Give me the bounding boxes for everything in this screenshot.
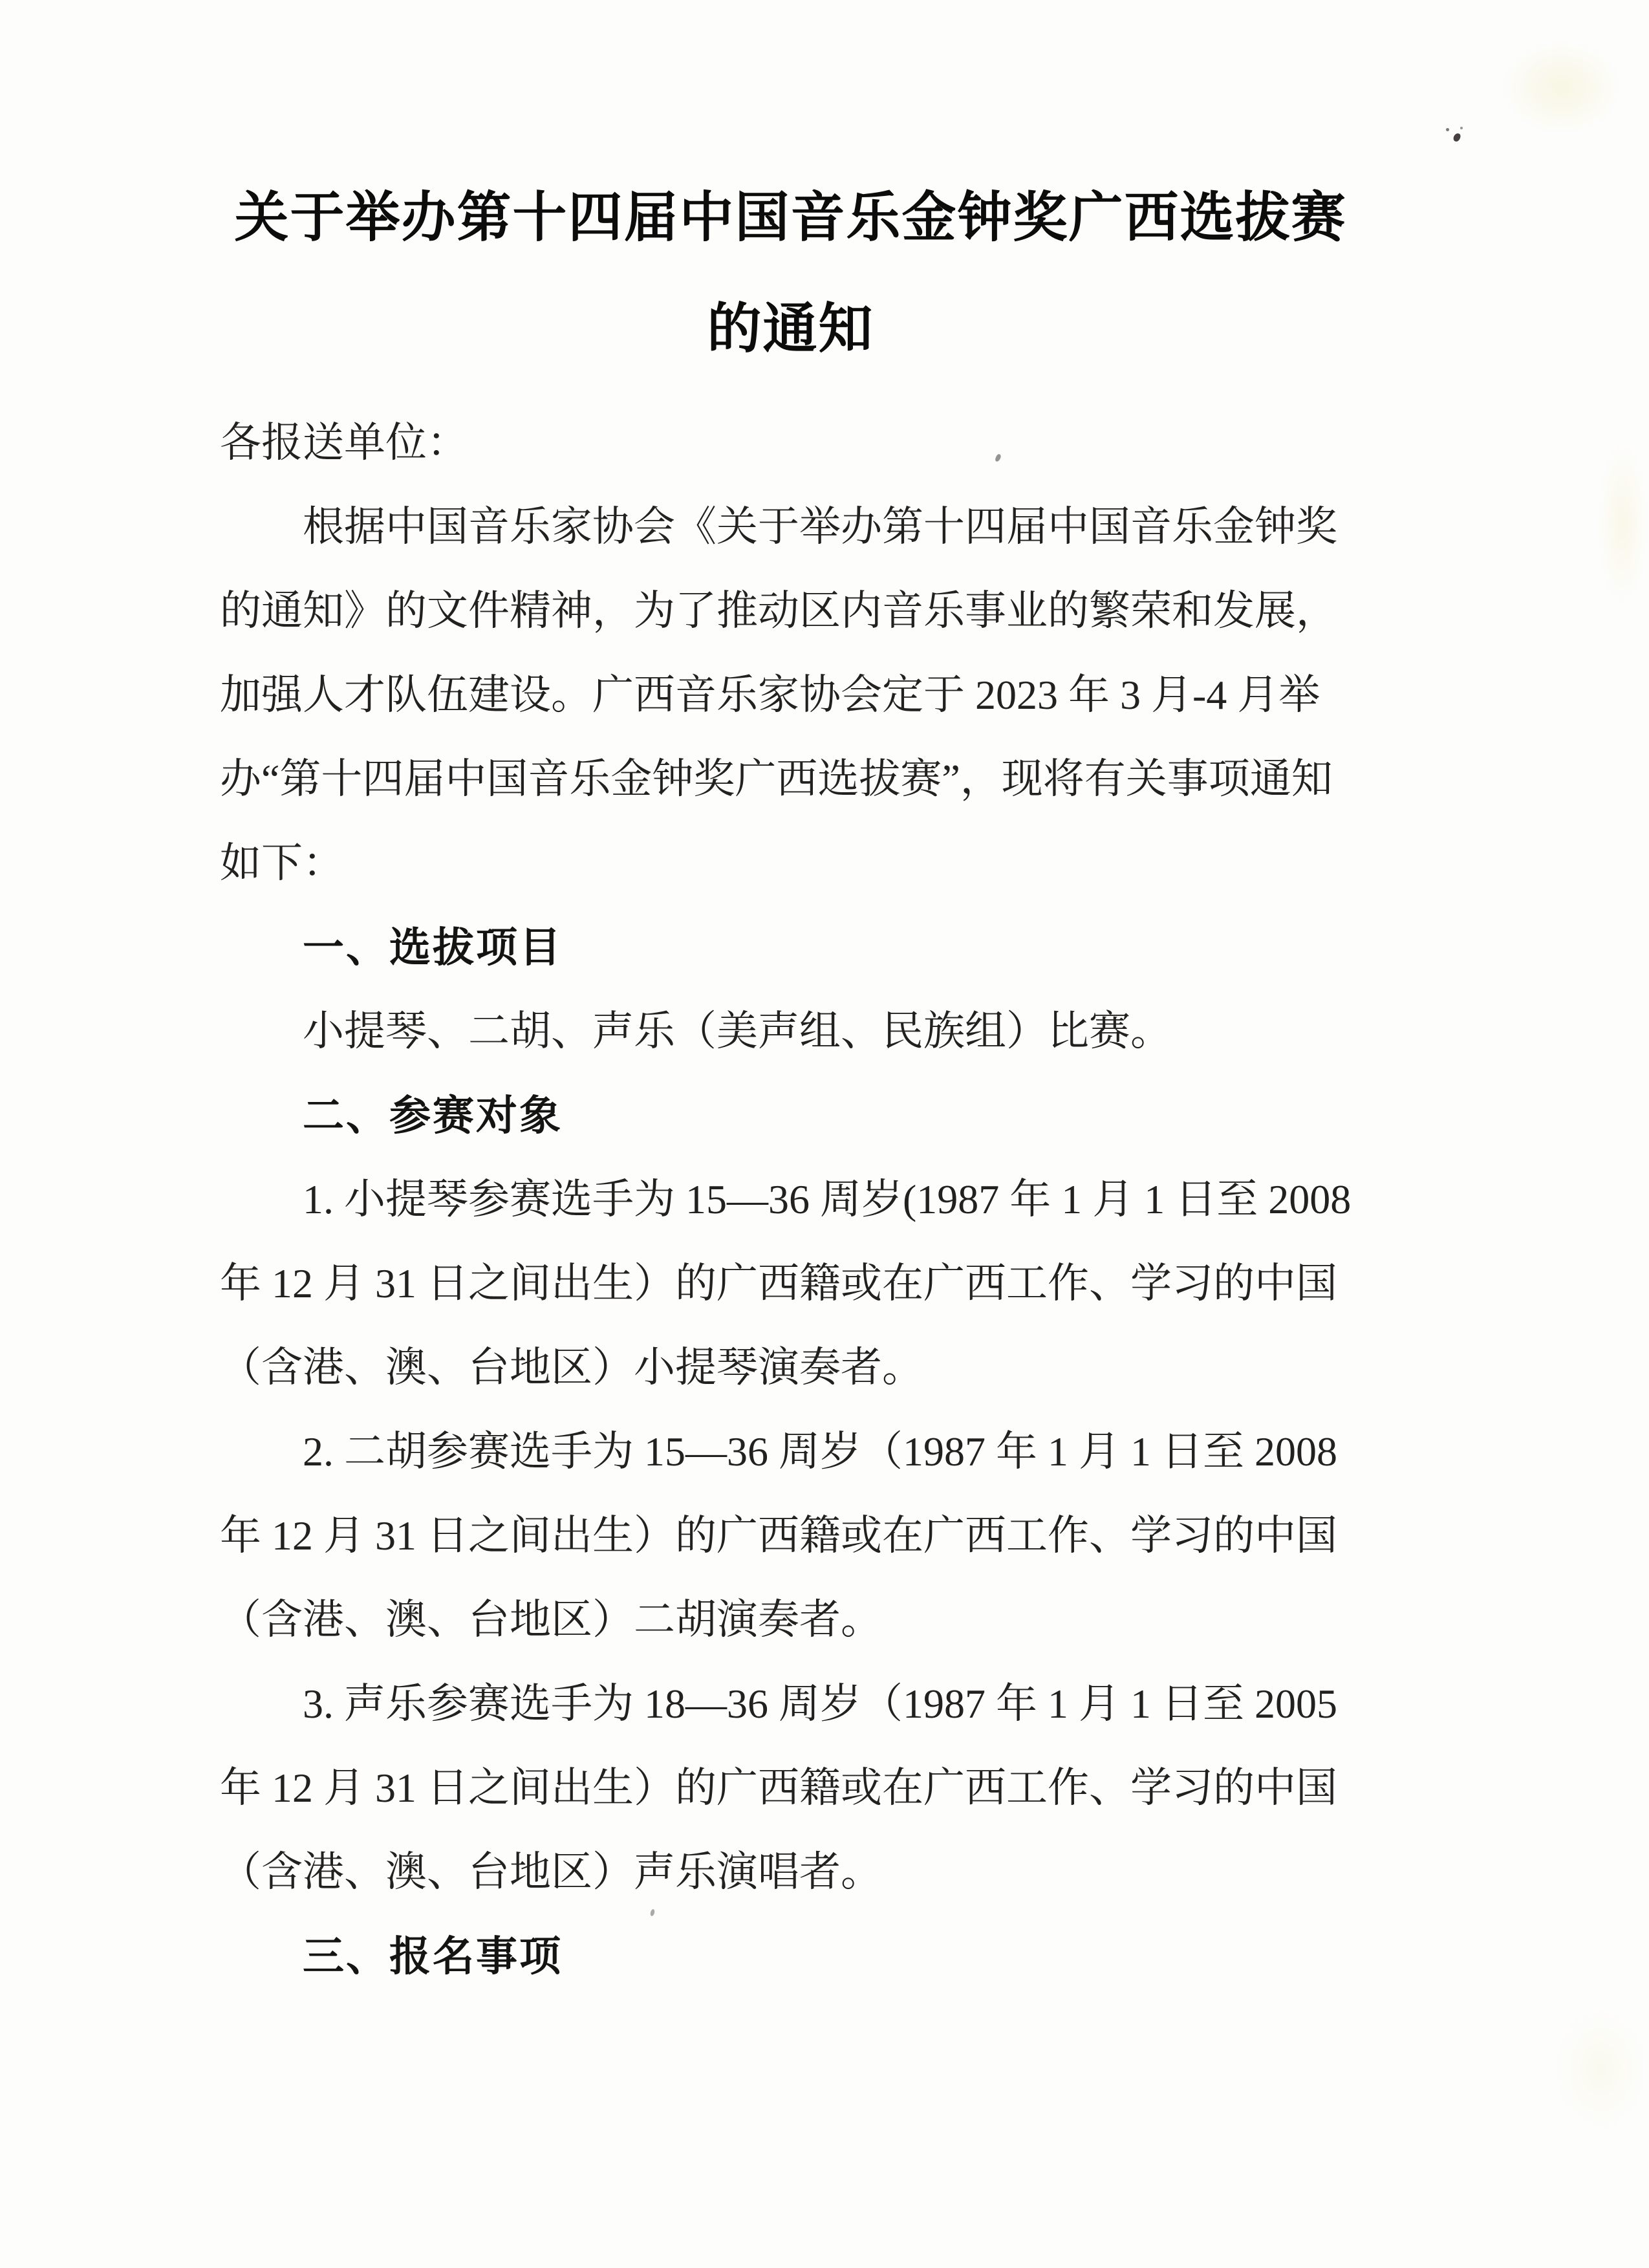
list-item-1-line: （含港、澳、台地区）小提琴演奏者。	[220, 1345, 923, 1390]
paragraph-line: 小提琴、二胡、声乐（美声组、民族组）比赛。	[303, 1008, 1172, 1054]
section-heading-1: 一、选拔项目	[303, 924, 563, 971]
scan-smudge	[1500, 39, 1623, 136]
scan-smudge	[1552, 2005, 1649, 2134]
document-title-line-1: 关于举办第十四届中国音乐金钟奖广西选拔赛	[234, 187, 1347, 248]
list-item-3-line: 3. 声乐参赛选手为 18—36 周岁（1987 年 1 月 1 日至 2005	[303, 1681, 1337, 1727]
scan-smudge	[1596, 440, 1649, 608]
document-title-line-2: 的通知	[707, 298, 874, 359]
paragraph-line: 如下：	[220, 840, 344, 886]
paragraph-line: 加强人才队伍建设。广西音乐家协会定于 2023 年 3 月-4 月举	[220, 672, 1320, 718]
paragraph-line: 根据中国音乐家协会《关于举办第十四届中国音乐金钟奖	[303, 504, 1337, 550]
list-item-1-line: 1. 小提琴参赛选手为 15—36 周岁(1987 年 1 月 1 日至 2008	[303, 1176, 1352, 1222]
list-item-2-line: （含港、澳、台地区）二胡演奏者。	[220, 1597, 882, 1643]
scan-speck	[1452, 133, 1461, 142]
salutation-line: 各报送单位：	[220, 420, 468, 466]
scan-speck	[1460, 127, 1463, 129]
list-item-1-line: 年 12 月 31 日之间出生）的广西籍或在广西工作、学习的中国	[220, 1260, 1337, 1306]
list-item-3-line: 年 12 月 31 日之间出生）的广西籍或在广西工作、学习的中国	[220, 1765, 1337, 1811]
paragraph-line: 的通知》的文件精神，为了推动区内音乐事业的繁荣和发展，	[220, 588, 1337, 634]
document-body	[220, 401, 1361, 1998]
list-item-2-line: 年 12 月 31 日之间出生）的广西籍或在广西工作、学习的中国	[220, 1513, 1337, 1559]
section-heading-2: 二、参赛对象	[303, 1092, 563, 1139]
list-item-2-line: 2. 二胡参赛选手为 15—36 周岁（1987 年 1 月 1 日至 2008	[303, 1429, 1337, 1474]
document-title	[220, 0, 1361, 384]
section-heading-3: 三、报名事项	[303, 1933, 563, 1980]
list-item-3-line: （含港、澳、台地区）声乐演唱者。	[220, 1849, 882, 1895]
scan-speck	[1446, 128, 1449, 131]
paragraph-line: 办“第十四届中国音乐金钟奖广西选拔赛”，现将有关事项通知	[220, 756, 1333, 802]
